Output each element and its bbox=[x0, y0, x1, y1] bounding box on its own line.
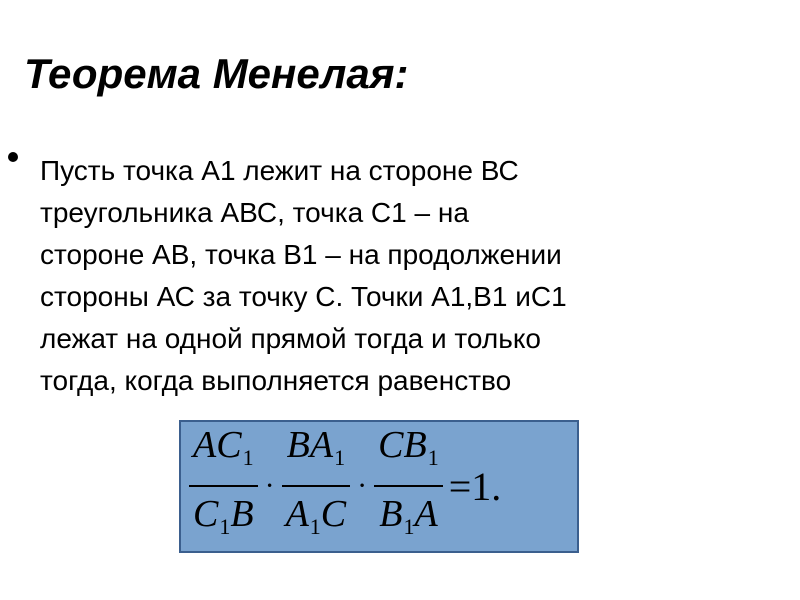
numerator bbox=[283, 422, 349, 481]
denominator-tail: A bbox=[414, 492, 438, 535]
statement-line: Пусть точка А1 лежит на стороне ВС bbox=[40, 155, 519, 186]
numerator-subscript: 1 bbox=[427, 445, 439, 471]
numerator-main: AC bbox=[193, 424, 242, 467]
statement-line: стороны АС за точку С. Точки А1,В1 иС1 bbox=[40, 281, 567, 312]
denominator-subscript: 1 bbox=[309, 513, 321, 539]
fraction-bar bbox=[189, 485, 258, 487]
denominator-tail: B bbox=[230, 492, 254, 535]
equals-one: =1. bbox=[448, 463, 502, 509]
numerator bbox=[374, 422, 443, 481]
denominator bbox=[375, 491, 441, 550]
statement-line: треугольника АВС, точка С1 – на bbox=[40, 197, 469, 228]
denominator-tail: C bbox=[320, 492, 347, 535]
numerator-main: BA bbox=[286, 424, 334, 467]
denominator-subscript: 1 bbox=[219, 513, 231, 539]
statement-line: тогда, когда выполняется равенство bbox=[40, 365, 512, 396]
multiply-operator: · bbox=[357, 469, 368, 502]
fraction-bar bbox=[374, 485, 443, 487]
fraction-cb1-b1a bbox=[374, 422, 443, 550]
statement-line: лежат на одной прямой тогда и только bbox=[40, 323, 541, 354]
numerator-subscript: 1 bbox=[242, 445, 254, 471]
fraction-ba1-a1c bbox=[282, 422, 351, 550]
multiply-operator: · bbox=[264, 469, 275, 502]
fraction-ac1-c1b bbox=[189, 422, 258, 550]
formula-box bbox=[179, 420, 579, 553]
denominator bbox=[282, 491, 351, 550]
fraction-bar bbox=[282, 485, 351, 487]
numerator-main: CB bbox=[378, 424, 427, 467]
statement-line: стороне АВ, точка В1 – на продолжении bbox=[40, 239, 562, 270]
numerator-subscript: 1 bbox=[334, 445, 346, 471]
numerator bbox=[189, 422, 258, 481]
theorem-statement bbox=[40, 150, 760, 402]
denominator-main: C bbox=[193, 492, 219, 535]
menelaus-formula bbox=[187, 424, 502, 542]
denominator-subscript: 1 bbox=[403, 513, 415, 539]
denominator-main: B bbox=[379, 492, 403, 535]
slide-title: Теорема Менелая: bbox=[24, 50, 409, 97]
bullet-icon bbox=[8, 152, 18, 162]
denominator bbox=[189, 491, 258, 550]
denominator-main: A bbox=[285, 492, 309, 535]
